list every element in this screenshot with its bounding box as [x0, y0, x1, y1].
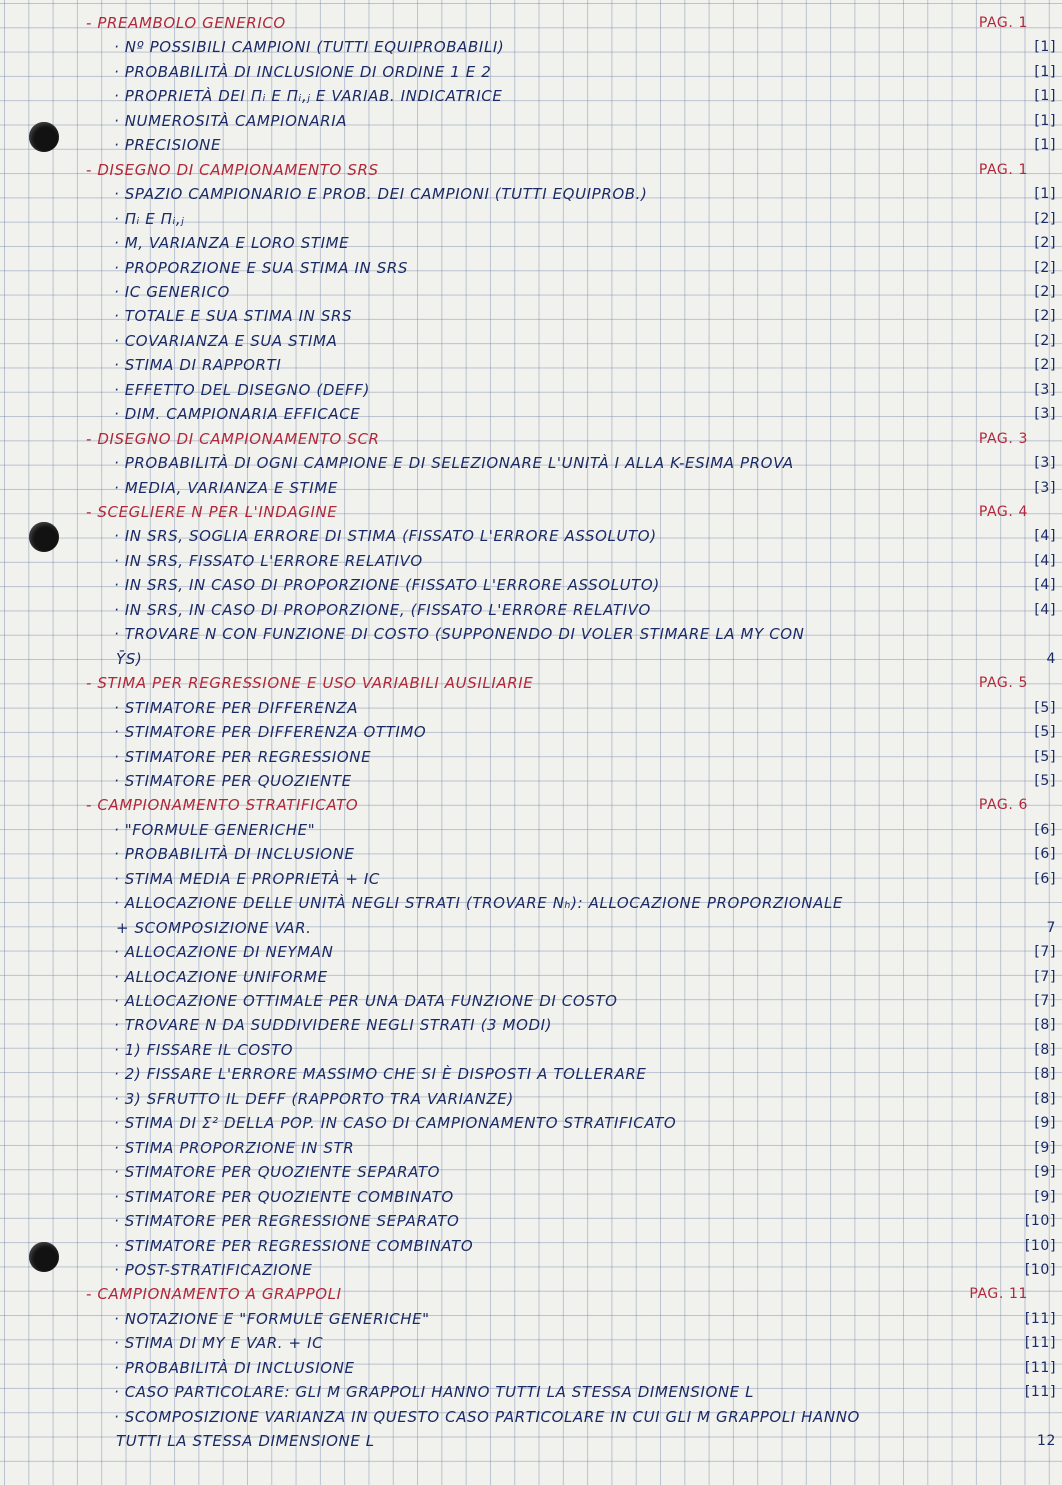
entry-text: TUTTI LA STESSA DIMENSIONE L	[116, 1432, 375, 1451]
entry-text: · IN SRS, FISSATO L'ERRORE RELATIVO	[114, 551, 423, 570]
entry-text: · 1) FISSARE IL COSTO	[114, 1040, 294, 1059]
page-ref: [ 5 ]	[1034, 696, 1056, 720]
page-ref: [ 6 ]	[1034, 842, 1056, 866]
index-entry	[0, 1111, 1062, 1135]
section-heading	[0, 427, 1062, 451]
page-ref: [ 1 ]	[1034, 84, 1056, 108]
index-entry	[0, 696, 1062, 720]
page-ref: PAG. 11	[969, 1286, 1028, 1303]
index-entry	[0, 207, 1062, 231]
entry-text: · IN SRS, IN CASO DI PROPORZIONE (FISSATO L'ERRORE ASSOLUTO)	[114, 576, 660, 595]
entry-text: · EFFETTO DEL DISEGNO (DEFF)	[114, 380, 370, 399]
entry-text: · PROBABILITÀ DI INCLUSIONE	[114, 845, 355, 864]
index-entry	[0, 916, 1062, 940]
index-entry	[0, 818, 1062, 842]
page-ref: [ 8 ]	[1034, 1087, 1056, 1111]
entry-text: · STIMATORE PER DIFFERENZA OTTIMO	[114, 723, 427, 742]
page-ref: [ 1 ]	[1034, 35, 1056, 59]
page-ref: [ 11 ]	[1025, 1307, 1056, 1331]
page-ref: [ 8 ]	[1034, 1062, 1056, 1086]
page-ref: 12	[1036, 1433, 1056, 1450]
entry-text: · STIMATORE PER REGRESSIONE	[114, 747, 372, 766]
page-ref: [ 1 ]	[1034, 182, 1056, 206]
page-ref: [ 4 ]	[1034, 524, 1056, 548]
index-entry	[0, 1136, 1062, 1160]
index-entry	[0, 1038, 1062, 1062]
entry-text: · CASO PARTICOLARE: GLI M GRAPPOLI HANNO TUTTI LA STESSA DIMENSIONE L	[114, 1383, 755, 1402]
index-entry	[0, 1062, 1062, 1086]
page-ref: [ 2 ]	[1034, 256, 1056, 280]
entry-text: · STIMATORE PER REGRESSIONE SEPARATO	[114, 1212, 460, 1231]
page-ref: [ 3 ]	[1034, 402, 1056, 426]
page-ref: 4	[1046, 650, 1056, 667]
index-entry	[0, 451, 1062, 475]
page-ref: [ 11 ]	[1025, 1380, 1056, 1404]
entry-text: · PROBABILITÀ DI OGNI CAMPIONE E DI SELEZIONARE L'UNITÀ I ALLA K-ESIMA PROVA	[114, 454, 794, 473]
entry-text: - DISEGNO DI CAMPIONAMENTO SCR	[86, 429, 380, 448]
entry-text: · 3) SFRUTTO IL DEFF (RAPPORTO TRA VARIANZE)	[114, 1089, 514, 1108]
entry-text: · DIM. CAMPIONARIA EFFICACE	[114, 405, 361, 424]
index-entry	[0, 1356, 1062, 1380]
index-entry	[0, 182, 1062, 206]
section-heading	[0, 671, 1062, 695]
entry-text: · NUMEROSITÀ CAMPIONARIA	[114, 111, 348, 130]
index-entry	[0, 402, 1062, 426]
entry-text: · TROVARE N DA SUDDIVIDERE NEGLI STRATI (3 MODI)	[114, 1016, 553, 1035]
entry-text: - SCEGLIERE N PER L'INDAGINE	[86, 503, 338, 521]
index-entry	[0, 1185, 1062, 1209]
page-ref: PAG. 3	[978, 430, 1028, 447]
page-ref: PAG. 5	[978, 675, 1028, 692]
page-ref: [ 1 ]	[1034, 109, 1056, 133]
page-ref: [ 9 ]	[1034, 1160, 1056, 1184]
entry-text: · STIMATORE PER QUOZIENTE	[114, 771, 352, 790]
page-ref: [ 2 ]	[1034, 207, 1056, 231]
page-ref: [ 10 ]	[1025, 1209, 1056, 1233]
entry-text: · STIMA MEDIA E PROPRIETÀ + IC	[114, 869, 380, 888]
entry-text: · ALLOCAZIONE DELLE UNITÀ NEGLI STRATI (TROVARE Nₕ): ALLOCAZIONE PROPORZIONALE	[114, 894, 843, 913]
index-entry	[0, 1013, 1062, 1037]
entry-text: · IN SRS, SOGLIA ERRORE DI STIMA (FISSATO L'ERRORE ASSOLUTO)	[114, 527, 657, 546]
entry-text: · PROBABILITÀ DI INCLUSIONE	[114, 1358, 355, 1377]
entry-text: · TOTALE E SUA STIMA IN SRS	[114, 307, 353, 326]
index-entry	[0, 1087, 1062, 1111]
page-ref: [ 1 ]	[1034, 133, 1056, 157]
page-ref: [ 11 ]	[1025, 1331, 1056, 1355]
page-ref: [ 5 ]	[1034, 745, 1056, 769]
entry-text: · ALLOCAZIONE UNIFORME	[114, 967, 328, 986]
page-ref: [ 7 ]	[1034, 989, 1056, 1013]
entry-text: · Πᵢ E Πᵢ,ⱼ	[114, 209, 185, 228]
index-entry	[0, 256, 1062, 280]
index-entry	[0, 1258, 1062, 1282]
index-entry	[0, 109, 1062, 133]
entry-text: · TROVARE N CON FUNZIONE DI COSTO (SUPPONENDO DI VOLER STIMARE LA ΜY CON	[114, 625, 805, 644]
page-ref: [ 5 ]	[1034, 769, 1056, 793]
index-entry	[0, 720, 1062, 744]
entry-text: · Nº POSSIBILI CAMPIONI (TUTTI EQUIPROBABILI)	[114, 38, 505, 57]
entry-text: - CAMPIONAMENTO STRATIFICATO	[86, 796, 359, 815]
entry-text: · IN SRS, IN CASO DI PROPORZIONE, (FISSATO L'ERRORE RELATIVO	[114, 600, 651, 619]
page-ref: [ 7 ]	[1034, 965, 1056, 989]
index-entry	[0, 1209, 1062, 1233]
index-entry	[0, 329, 1062, 353]
index-entry	[0, 989, 1062, 1013]
page-ref: PAG. 4	[978, 504, 1028, 520]
index-entry	[0, 573, 1062, 597]
page-ref: 7	[1046, 919, 1056, 936]
entry-text: · Μ, VARIANZA E LORO STIME	[114, 234, 350, 253]
entry-text: · PROBABILITÀ DI INCLUSIONE DI ORDINE 1 E 2	[114, 62, 492, 81]
index-entry	[0, 378, 1062, 402]
index-entry	[0, 304, 1062, 328]
page-ref: [ 7 ]	[1034, 940, 1056, 964]
page-ref: [ 4 ]	[1034, 573, 1056, 597]
entry-text: · ALLOCAZIONE OTTIMALE PER UNA DATA FUNZIONE DI COSTO	[114, 992, 618, 1010]
page-ref: [ 9 ]	[1034, 1136, 1056, 1160]
entry-text: · STIMATORE PER QUOZIENTE COMBINATO	[114, 1187, 454, 1206]
section-heading	[0, 500, 1062, 524]
section-heading	[0, 793, 1062, 817]
index-entry	[0, 1307, 1062, 1331]
page-ref: [ 2 ]	[1034, 280, 1056, 304]
page-ref: PAG. 1	[978, 161, 1028, 178]
page-ref: [ 3 ]	[1034, 451, 1056, 475]
index-entry	[0, 598, 1062, 622]
index-entry	[0, 476, 1062, 500]
page-ref: [ 8 ]	[1034, 1038, 1056, 1062]
index-entry	[0, 769, 1062, 793]
page-ref: [ 5 ]	[1034, 720, 1056, 744]
entry-text: - DISEGNO DI CAMPIONAMENTO SRS	[86, 160, 379, 179]
index-entry	[0, 1160, 1062, 1184]
entry-text: · "FORMULE GENERICHE"	[114, 820, 316, 839]
index-entry	[0, 1331, 1062, 1355]
entry-text: · POST-STRATIFICAZIONE	[114, 1260, 313, 1279]
section-heading	[0, 158, 1062, 182]
entry-text: · IC GENERICO	[114, 282, 230, 301]
page-ref: [ 3 ]	[1034, 378, 1056, 402]
page-ref: [ 2 ]	[1034, 304, 1056, 328]
index-entry	[0, 524, 1062, 548]
index-entry	[0, 133, 1062, 157]
page-ref: [ 4 ]	[1034, 598, 1056, 622]
entry-text: · PROPORZIONE E SUA STIMA IN SRS	[114, 258, 408, 277]
page-ref: [ 3 ]	[1034, 476, 1056, 500]
page-ref: [ 6 ]	[1034, 867, 1056, 891]
index-entry	[0, 1234, 1062, 1258]
index-entry	[0, 867, 1062, 891]
page-ref: [ 9 ]	[1034, 1185, 1056, 1209]
index-entry	[0, 231, 1062, 255]
entry-text: · SCOMPOSIZIONE VARIANZA IN QUESTO CASO PARTICOLARE IN CUI GLI M GRAPPOLI HANNO	[114, 1407, 860, 1426]
index-entry	[0, 1380, 1062, 1404]
index-entry	[0, 353, 1062, 377]
index-entry	[0, 280, 1062, 304]
entry-text: · STIMA DI RAPPORTI	[114, 356, 282, 375]
entry-text: ȲS)	[116, 649, 143, 668]
index-entry	[0, 622, 1062, 646]
entry-text: · SPAZIO CAMPIONARIO E PROB. DEI CAMPIONI (TUTTI EQUIPROB.)	[114, 185, 648, 204]
page-ref: [ 10 ]	[1025, 1234, 1056, 1258]
entry-text: · STIMA DI Σ² DELLA POP. IN CASO DI CAMPIONAMENTO STRATIFICATO	[114, 1114, 677, 1133]
page-ref: [ 2 ]	[1034, 231, 1056, 255]
entry-text: · NOTAZIONE E "FORMULE GENERICHE"	[114, 1309, 430, 1328]
page-ref: [ 1 ]	[1034, 60, 1056, 84]
page-ref: [ 6 ]	[1034, 818, 1056, 842]
entry-text: · PROPRIETÀ DEI Πᵢ E Πᵢ,ⱼ E VARIAB. INDICATRICE	[114, 87, 503, 106]
page-ref: PAG. 1	[978, 15, 1028, 31]
entry-text: · PRECISIONE	[114, 136, 222, 155]
entry-text: · STIMATORE PER DIFFERENZA	[114, 698, 359, 717]
index-entry	[0, 60, 1062, 84]
page-ref: [ 2 ]	[1034, 353, 1056, 377]
section-heading	[0, 11, 1062, 35]
page-ref: [ 8 ]	[1034, 1013, 1056, 1037]
index-entry	[0, 35, 1062, 59]
entry-text: · STIMATORE PER REGRESSIONE COMBINATO	[114, 1236, 474, 1255]
entry-text: - PREAMBOLO GENERICO	[86, 14, 286, 32]
entry-text: · STIMA PROPORZIONE IN STR	[114, 1138, 355, 1157]
page-ref: [ 9 ]	[1034, 1111, 1056, 1135]
entry-text: · MEDIA, VARIANZA E STIME	[114, 478, 338, 497]
index-entry	[0, 647, 1062, 671]
index-entry	[0, 965, 1062, 989]
entry-text: - STIMA PER REGRESSIONE E USO VARIABILI AUSILIARIE	[86, 674, 534, 693]
index-entry	[0, 842, 1062, 866]
index-entry	[0, 940, 1062, 964]
index-entry	[0, 1405, 1062, 1429]
page-ref: [ 4 ]	[1034, 549, 1056, 573]
entry-text: · ALLOCAZIONE DI NEYMAN	[114, 943, 334, 962]
index-entry	[0, 549, 1062, 573]
entry-text: + SCOMPOSIZIONE VAR.	[116, 918, 312, 937]
section-heading	[0, 1282, 1062, 1306]
page-ref: PAG. 6	[978, 797, 1028, 814]
entry-text: · 2) FISSARE L'ERRORE MASSIMO CHE SI È DISPOSTI A TOLLERARE	[114, 1065, 647, 1084]
entry-text: · COVARIANZA E SUA STIMA	[114, 331, 338, 350]
page-ref: [ 2 ]	[1034, 329, 1056, 353]
index-entry	[0, 891, 1062, 915]
entry-text: · STIMA DI ΜY E VAR. + IC	[114, 1334, 324, 1353]
entry-text: · STIMATORE PER QUOZIENTE SEPARATO	[114, 1163, 441, 1182]
entry-text: - CAMPIONAMENTO A GRAPPOLI	[86, 1285, 342, 1304]
index-entry	[0, 1429, 1062, 1453]
page-ref: [ 10 ]	[1025, 1258, 1056, 1282]
page-ref: [ 11 ]	[1025, 1356, 1056, 1380]
index-entry	[0, 84, 1062, 108]
index-entry	[0, 745, 1062, 769]
